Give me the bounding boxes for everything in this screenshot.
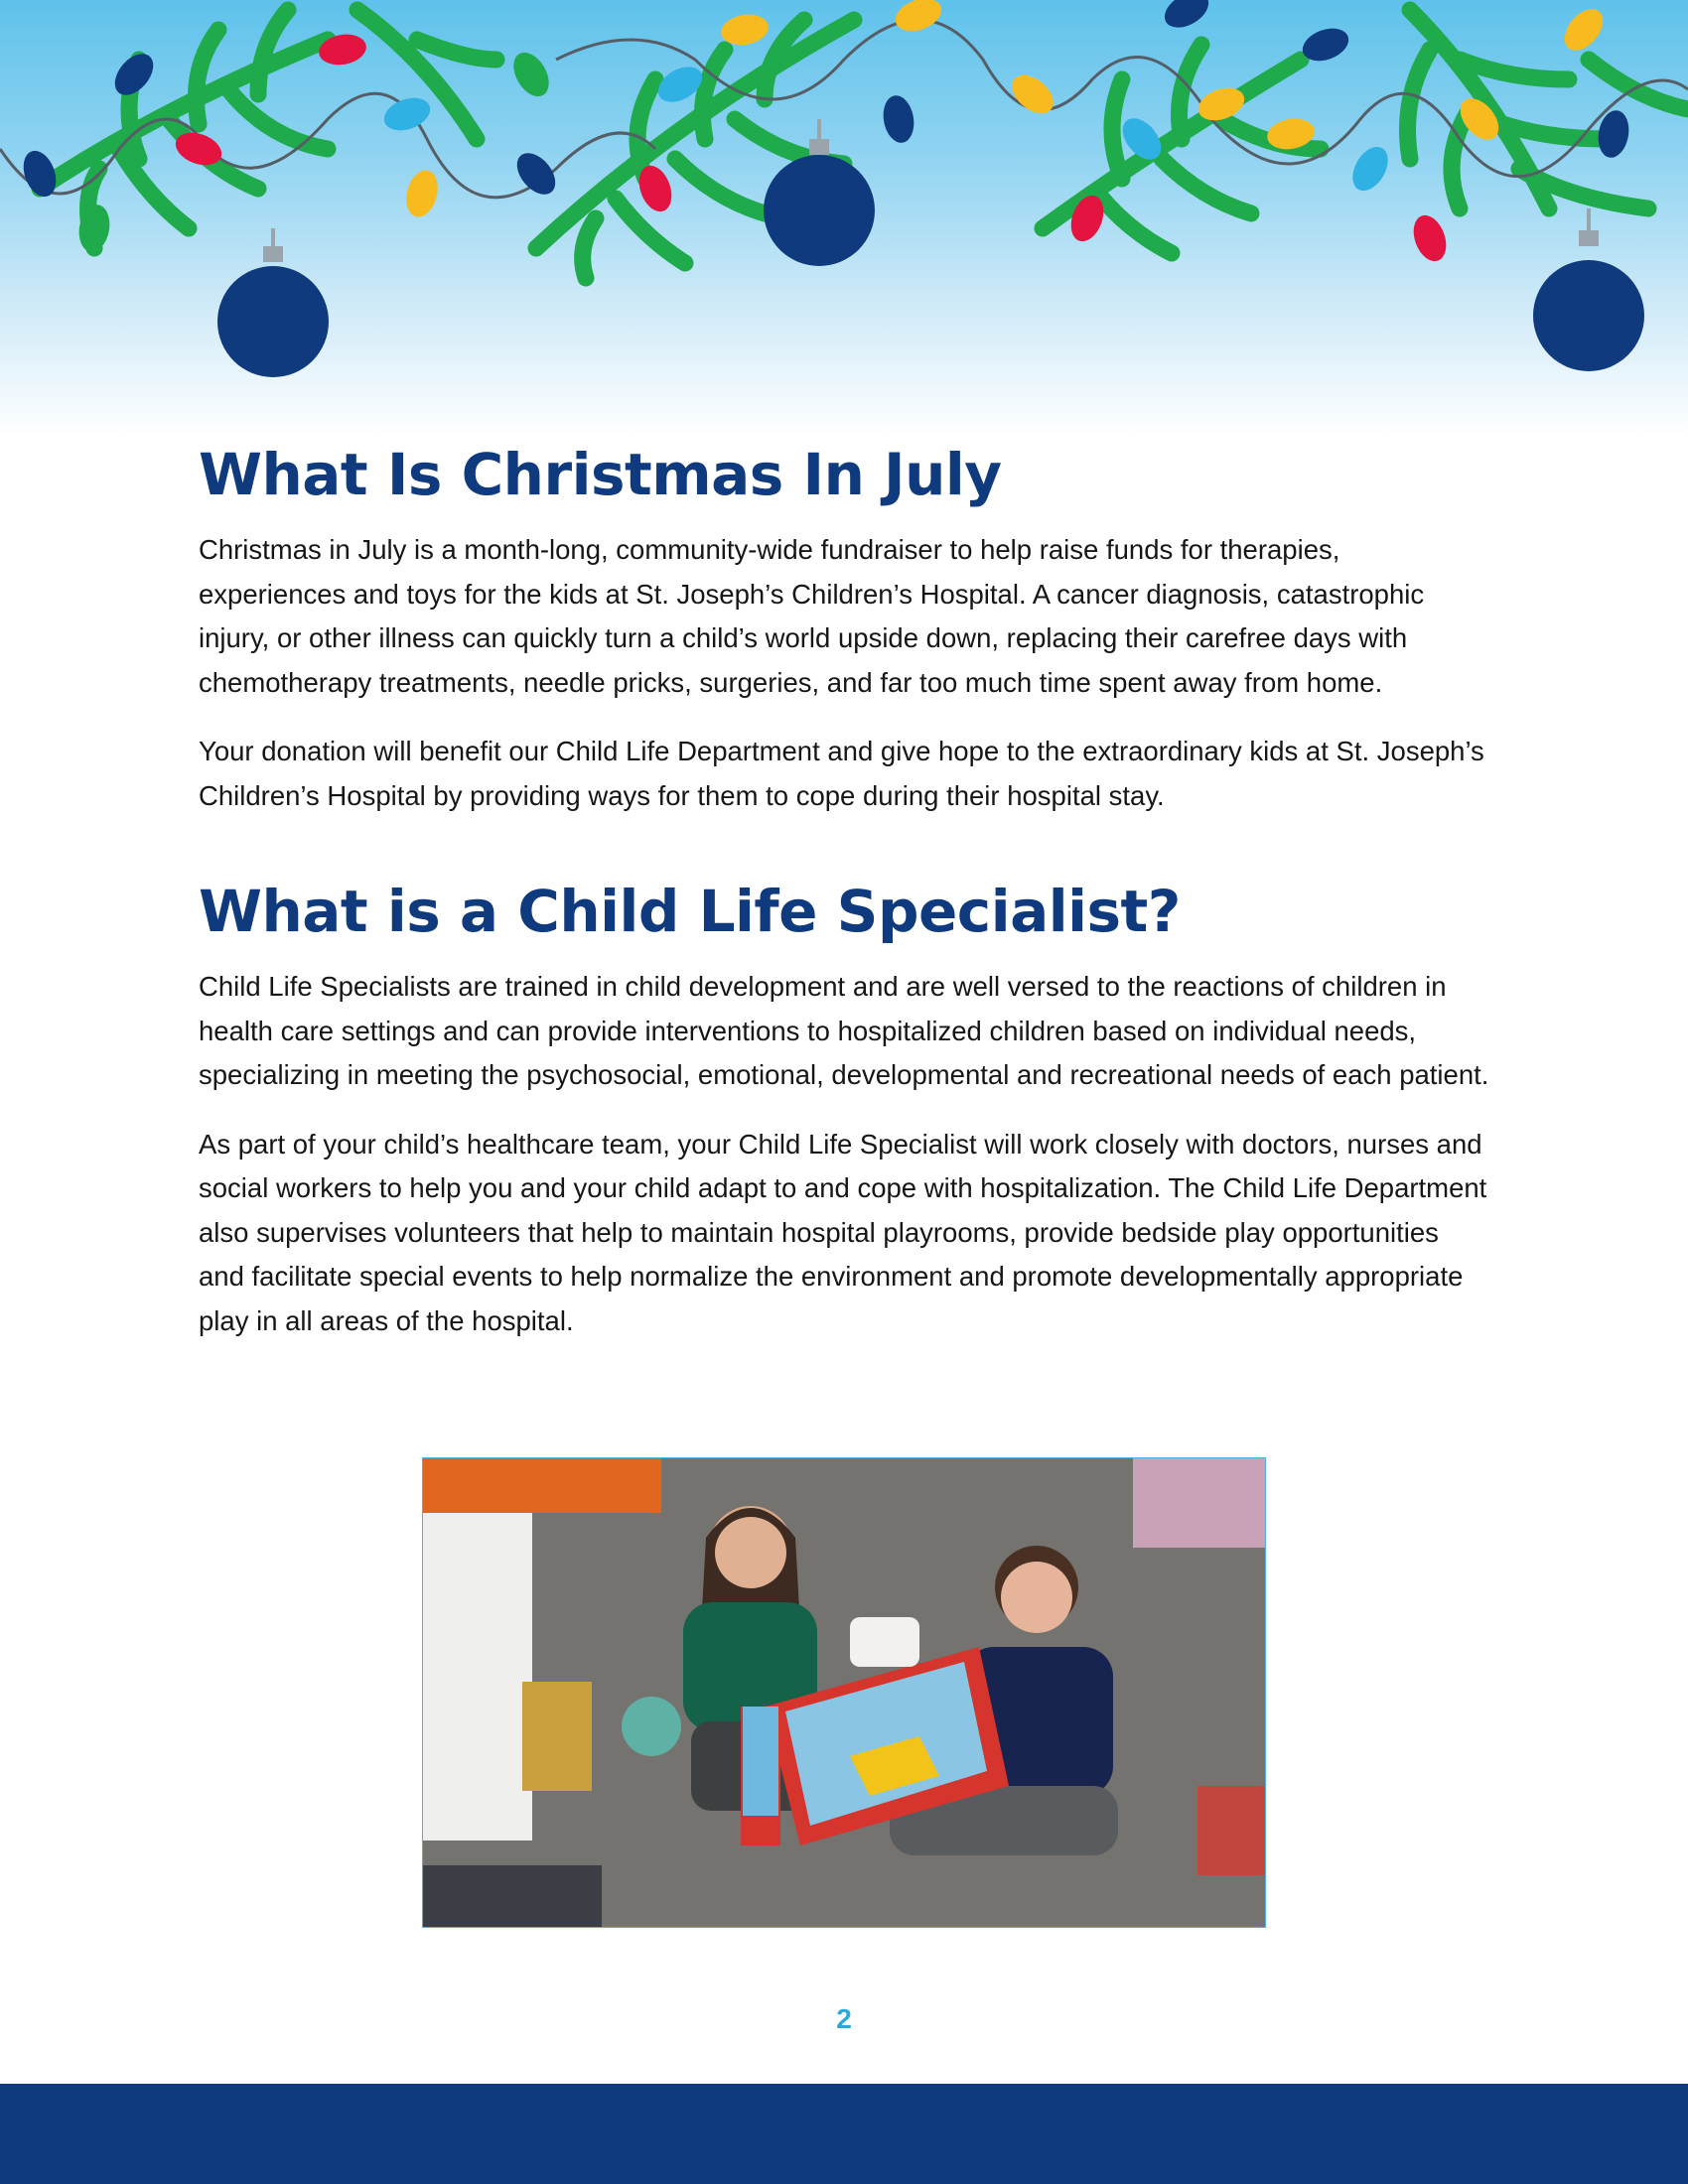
holiday-banner [0,0,1688,437]
photo-illustration [423,1458,1266,1928]
section-heading-child-life-specialist: What is a Child Life Specialist? [199,878,1181,945]
section-heading-christmas-in-july: What Is Christmas In July [199,441,1002,508]
footer-bar [0,2084,1688,2184]
main-content [199,437,1489,1343]
paragraph: Your donation will benefit our Child Life Department and give hope to the extraordinary kids at St. Joseph’s Children’s Hospital by providing ways for them to cope during their hospital stay. [199,736,1484,811]
child-life-specialists-photo [422,1457,1266,1928]
page-number: 2 [836,2003,852,2034]
christmas-garland-illustration [0,0,1688,437]
paragraph: Child Life Specialists are trained in child development and are well versed to the reactions of children in health care settings and can provide interventions to hospitalized children based on individual needs, specializing in meeting the psychosocial, emotional, developmental and recreational needs of each patient. [199,971,1489,1090]
paragraph: As part of your child’s healthcare team, your Child Life Specialist will work closely with doctors, nurses and social workers to help you and your child adapt to and cope with hospitalization. The Child Life Department also supervises volunteers that help to maintain hospital playrooms, provide bedside play opportunities and facilitate special events to help normalize the environment and promote developmentally appropriate play in all areas of the hospital. [199,1128,1487,1336]
paragraph: Christmas in July is a month-long, community-wide fundraiser to help raise funds for therapies, experiences and toys for the kids at St. Joseph’s Children’s Hospital. A cancer diagnosis, catastrophic injury, or other illness can quickly turn a child’s world upside down, replacing their carefree days with chemotherapy treatments, needle pricks, surgeries, and far too much time spent away from home. [199,534,1425,698]
